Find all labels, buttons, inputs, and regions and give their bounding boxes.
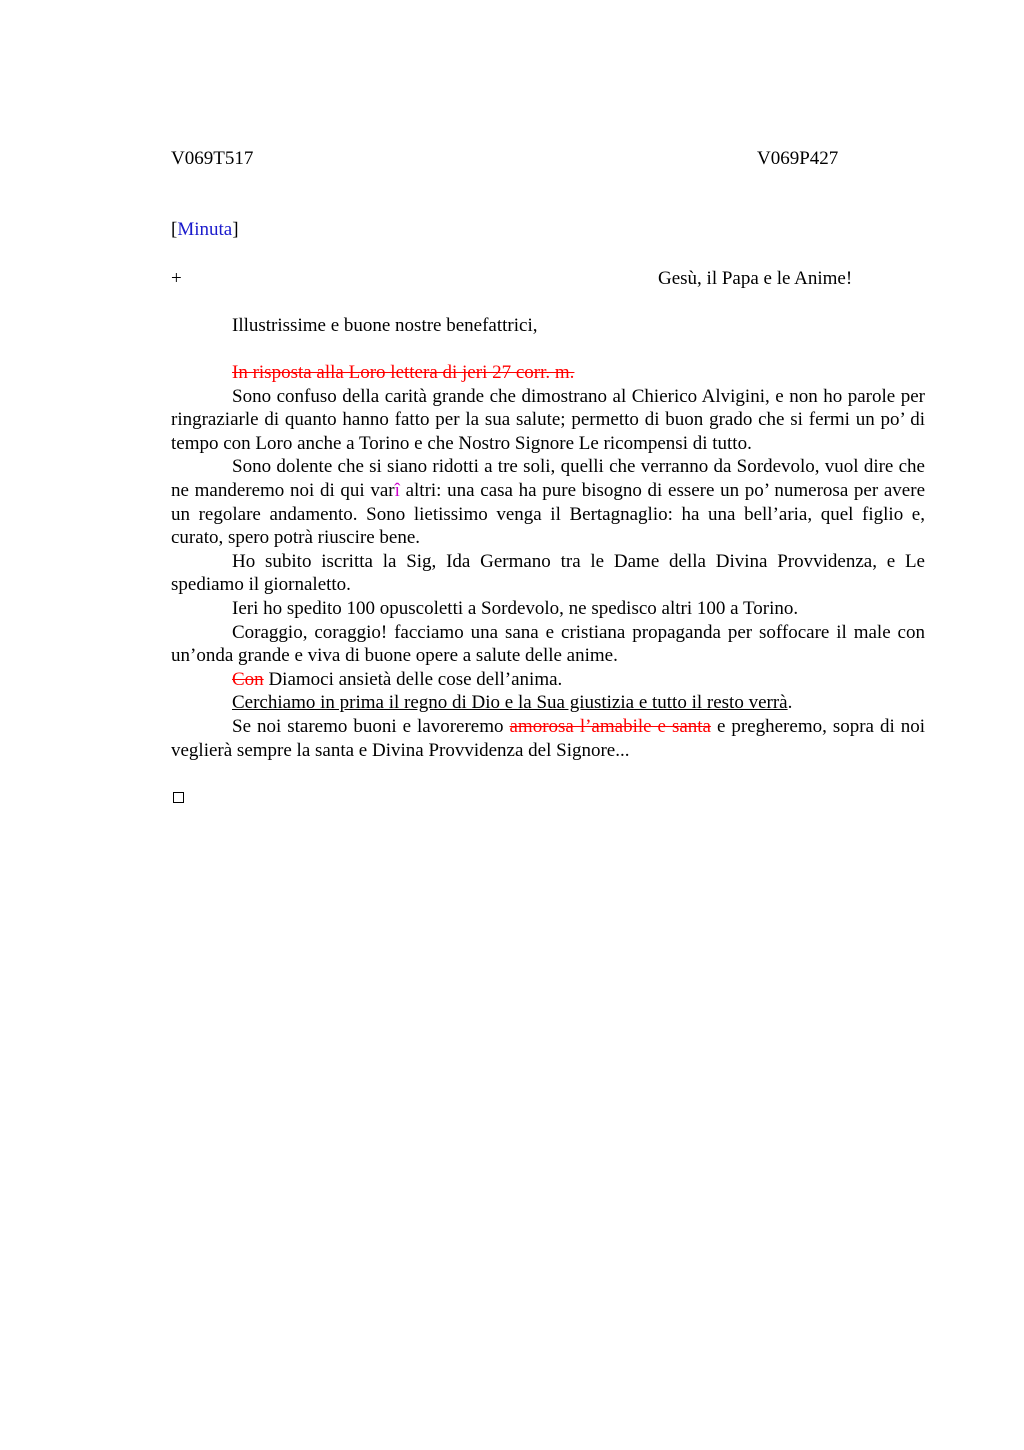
motto: Gesù, il Papa e le Anime! [658, 268, 853, 289]
paragraph-2: Sono dolente che si siano ridotti a tre soli, quelli che verranno da Sordevolo, vuol dire che ne manderemo noi di qui varî altri: una casa ha pure bisogno di essere un po’ numerosa per avere un regolare andamento. Sono lietissimo venga il Bertagnaglio: ha una bell’aria, quel figlio e, curato, spero potrà riuscire bene. [171, 456, 925, 549]
letter-body [171, 361, 925, 762]
paragraph-8: Se noi staremo buoni e lavoreremo amorosa l’amabile e santa e pregheremo, sopra di noi veglierà sempre la santa e Divina Provvidenza del Signore... [171, 715, 925, 761]
end-square-icon [173, 792, 184, 803]
deleted-text: Con [232, 668, 264, 690]
paragraph-7: Cerchiamo in prima il regno di Dio e la Sua giustizia e tutto il resto verrà. [232, 692, 793, 714]
minuta-close-bracket: ] [232, 219, 239, 240]
editor-marker: î [394, 479, 400, 501]
paragraph-1: Sono confuso della carità grande che dimostrano al Chierico Alvigini, e non ho parole per ringraziarle di quanto hanno fatto per la sua salute; permetto di buon grado che si fermi un po’ di tempo con Loro anche a Torino e che Nostro Signore Le ricompensi di tutto. [171, 385, 925, 454]
minuta-open-bracket: [ [171, 219, 178, 240]
minuta-note [171, 218, 239, 242]
paragraph-5: Coraggio, coraggio! facciamo una sana e cristiana propaganda per soffocare il male con un’onda grande e viva di buone opere a salute delle anime. [171, 621, 925, 667]
paragraph-3: Ho subito iscritta la Sig, Ida Germano tra le Dame della Divina Provvidenza, e Le spediamo il giornaletto. [171, 550, 925, 596]
cross-symbol: + [171, 268, 182, 289]
minuta-label: Minuta [177, 219, 233, 240]
header-right-code: V069P427 [757, 148, 839, 169]
deleted-text: amorosa l’amabile e santa [509, 715, 711, 737]
deleted-text: In risposta alla Loro lettera di jeri 27 corr. m. [232, 362, 575, 383]
paragraph-4: Ieri ho spedito 100 opuscoletti a Sordevolo, ne spedisco altri 100 a Torino. [232, 597, 799, 619]
salutation: Illustrissime e buone nostre benefattrici, [232, 315, 538, 336]
paragraph-6: Con Diamoci ansietà delle cose dell’anima. [232, 668, 563, 690]
underlined-text: Cerchiamo in prima il regno di Dio e la Sua giustizia e tutto il resto verrà [232, 692, 788, 714]
header-left-code: V069T517 [171, 148, 254, 169]
paragraph-deleted-opening [171, 361, 925, 385]
